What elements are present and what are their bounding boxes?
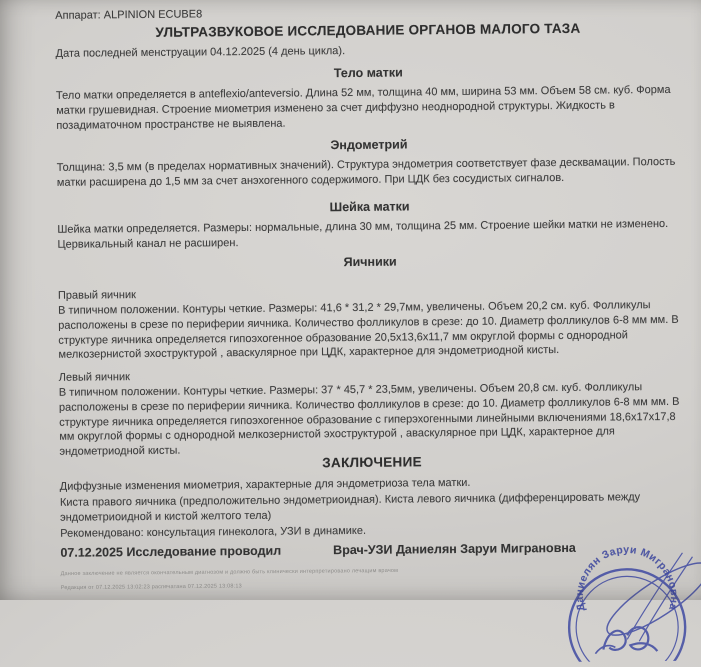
- exam-date-and-label: 07.12.2025 Исследование проводил: [60, 543, 282, 560]
- device-line: Аппарат: ALPINION ECUBE8: [55, 8, 203, 22]
- section-text-cervix: Шейка матки определяется. Размеры: нормальные, длина 30 мм, толщина 25 мм. Строение шейки матки не изменено. Цервикальный канал не расширен.: [57, 217, 669, 251]
- conclusion-line-1: Диффузные изменения миометрия, характерные для эндометриоза тела матки.: [59, 476, 471, 493]
- section-text-endometrium: Толщина: 3,5 мм (в пределах нормативных значений). Структура эндометрия соответствует фазе десквамации. Полость матки расширена до 1,5 мм за счет анэхогенного содержимого. При ЦДК без сосудистых сигналов.: [56, 155, 676, 189]
- section-heading-uterus: Тело матки: [333, 65, 403, 81]
- revision-line: Редакция от 07.12.2025 13:02:23 распечатана 07.12.2025 13:08:13: [60, 583, 242, 591]
- disclaimer-line: Данное заключение не является окончательным диагнозом и должно быть клинически интерпретировано лечащим врачом: [60, 568, 399, 577]
- left-ovary-label: Левый яичник: [58, 371, 130, 384]
- right-ovary-label: Правый яичник: [57, 289, 136, 302]
- left-ovary-text: В типичном положении. Контуры четкие. Размеры: 37 * 45,7 * 23,5мм, увеличены. Объем 20,8 см. куб. Фолликулы расположены в срезе по периферии яичника. Количество фолликулов в срезе: до 10. Диаметр фолликулов 6-8 мм мм. В структуре яичника определяется гипоэхогенное образование с гиперэхогенными линейными включениями 18,6x17x17,8 мм округлой формы с однородной мелкозернистой эхоструктурой , аваскулярное при ЦДК, характерное для эндометриодной кисты.: [58, 381, 680, 458]
- report-title: УЛЬТРАЗВУКОВОЕ ИССЛЕДОВАНИЕ ОРГАНОВ МАЛОГО ТАЗА: [155, 20, 581, 40]
- recommendation-line: Рекомендовано: консультация гинеколога, УЗИ в динамике.: [60, 524, 367, 540]
- doctor-name: Врач-УЗИ Даниелян Заруи Миграновна: [333, 540, 576, 558]
- section-heading-ovaries: Яичники: [343, 254, 397, 270]
- stamp-doctor-name: Даниелян Заруи Миграновна: [573, 543, 680, 613]
- section-heading-cervix: Шейка матки: [329, 199, 410, 215]
- last-menstruation-line: Дата последней менструации 04.12.2025 (4 день цикла).: [55, 45, 346, 60]
- section-text-uterus: Тело матки определяется в anteflexio/anteversio. Длина 52 мм, толщина 40 мм, ширина 53 мм. Объем 58 см. куб. Форма матки грушевидная. Строение миометрия изменено за счет диффузно неоднородной структуры. Жидкость в позадиматочном пространстве не выявлена.: [55, 83, 671, 132]
- conclusion-line-2: Киста правого яичника (предположительно эндометриоидная). Киста левого яичника (дифференцировать между эндометриоидной и кистой желтого тела): [59, 491, 641, 524]
- right-ovary-text: В типичном положении. Контуры четкие. Размеры: 41,6 * 31,2 * 29,7мм, увеличены. Объем 20,2 см. куб. Фолликулы расположены в срезе по периферии яичника. Количество фолликулов в срезе: до 10. Диаметр фолликулов 6-8 мм мм. В структуре яичника определяется гипоэхогенное образование 20,5x13,6x11,7 мм округлой формы с однородной мелкозернистой эхоструктурой , аваскулярное при ЦДК, характерное для эндометриодной кисты.: [58, 299, 679, 362]
- conclusion-heading: ЗАКЛЮЧЕНИЕ: [322, 454, 422, 471]
- section-heading-endometrium: Эндометрий: [330, 137, 408, 153]
- doctor-stamp: [514, 541, 701, 663]
